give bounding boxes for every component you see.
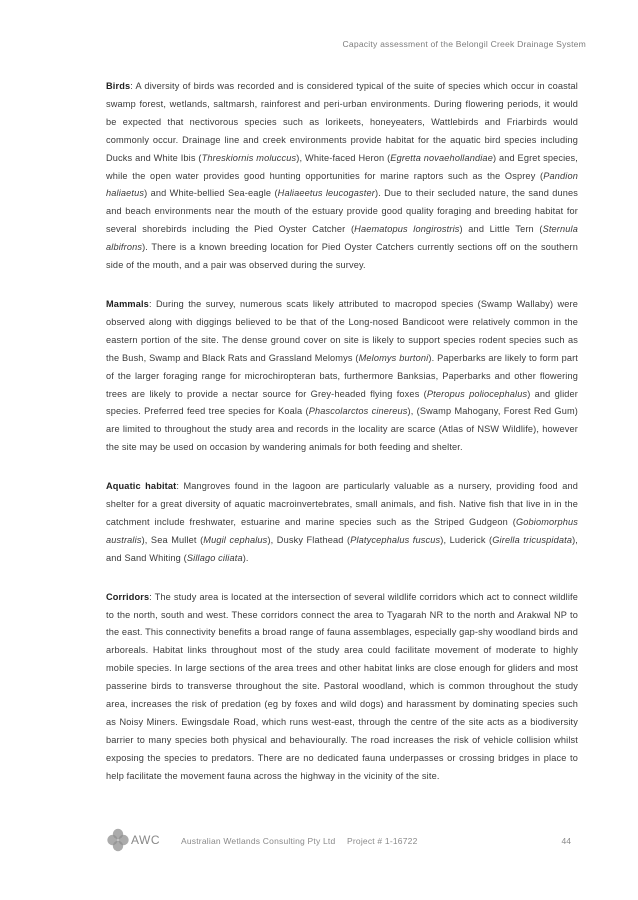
text: : During the survey, numerous scats likely attributed to macropod species (Swamp Wallaby) were observed along with diggings believed to be that of the Long-nosed Bandicoot were relatively common in the eastern portion of the site. The dense ground cover on site is likely to support species rodent species such as the Bush, Swamp and Black Rats and Grassland Melomys ( (106, 298, 578, 363)
species-name: Pandion haliaetus (106, 170, 578, 199)
text: ), and Sand Whiting ( (106, 534, 579, 563)
heading-corridors: Corridors (106, 591, 150, 602)
species-name: Haematopus longirostris (354, 224, 460, 235)
page-body (106, 78, 578, 807)
species-name: Gobiomorphus australis (106, 516, 578, 545)
text: ). Due to their secluded nature, the sand dunes and beach environments near the mouth of the estuary provide good quality foraging and breeding habitat for several shorebirds including the Pied Oyster Catcher ( (106, 188, 578, 235)
heading-mammals: Mammals (106, 298, 149, 309)
text: ). There is a known breeding location for Pied Oyster Catchers currently sections off on the southern side of the mouth, and a pair was observed during the survey. (106, 242, 578, 271)
company-name: Australian Wetlands Consulting Pty Ltd (181, 836, 336, 846)
species-name: Haliaeetus leucogaster (277, 188, 375, 199)
text: ) and Egret species, while the open water provides good hunting opportunities for marine raptors such as the Osprey ( (106, 152, 578, 181)
species-name: Egretta novaehollandiae (390, 152, 493, 163)
text: ), Luderick ( (440, 534, 493, 545)
species-name: Sillago ciliata (186, 552, 243, 563)
species-name: Pteropus poliocephalus (426, 388, 528, 399)
species-name: Sternula albifrons (106, 224, 578, 253)
page-number: 44 (561, 836, 571, 846)
text: ). Paperbarks are likely to form part of the larger foraging range for microchiropteran bats, furthermore Banksias, Paperbarks and other flowering trees are likely to provide a nectar source for Grey-headed flying foxes ( (106, 352, 578, 399)
text: : A diversity of birds was recorded and is considered typical of the suite of species which occur in coastal swamp forest, wetlands, saltmarsh, rainforest and peri-urban environments. During flowering periods, it would be expected that nectivorous species such as lorikeets, honeyeaters, Wattlebirds and Friarbirds would commonly occur. Drainage line and creek environments provide habitat for the aquatic bird species including Ducks and White Ibis ( (106, 81, 578, 163)
heading-birds: Birds (106, 81, 131, 91)
paragraph-aquatic-habitat (106, 478, 578, 568)
paragraph-mammals (106, 296, 578, 457)
species-name: Phascolarctos cinereus (308, 406, 408, 417)
paragraph-corridors (106, 589, 578, 786)
text: : The study area is located at the intersection of several wildlife corridors which act to connect wildlife to the north, south and west. These corridors connect the area to Tyagarah NR to the north and Arakwal NP to the east. This connectivity benefits a broad range of fauna assemblages, especially gap-shy woodland birds and arboreals. Habitat links throughout most of the study area could facilitate movement of moderate to highly mobile species. In large sections of the area trees and other habitat links are close enough for gliders and most passerine birds to transverse throughout the site. Pastoral woodland, which is common throughout the study area, increases the risk of predation (eg by foxes and wild dogs) and harassment by dominating species such as Noisy Miners. Ewingsdale Road, which runs west-east, through the centre of the site acts as a biodiversity barrier to many species both physical and behaviourally. The road increases the risk of vehicle collision whilst exposing the species to predators. There are no dedicated fauna underpasses or crossing bridges in place to help facilitate the movement fauna across the highway in the vicinity of the site. (106, 591, 578, 781)
text: ). (242, 552, 249, 563)
paragraph-birds (106, 78, 578, 275)
species-name: Threskiornis moluccus (201, 152, 297, 163)
species-name: Platycephalus fuscus (350, 534, 441, 545)
logo-wordmark: AWC (131, 833, 161, 847)
heading-aquatic-habitat: Aquatic habitat (106, 481, 177, 492)
text: ) and glider species. Preferred feed tree species for Koala ( (106, 388, 578, 417)
text: : Mangroves found in the lagoon are particularly valuable as a nursery, providing food and shelter for a great diversity of aquatic macroinvertebrates, small animals, and fish. Native fish that live in in the catchment include freshwater, estuarine and marine species such as the Striped Gudgeon ( (106, 481, 578, 527)
text: ) and Little Tern ( (459, 224, 543, 235)
text: ), White-faced Heron ( (296, 152, 391, 163)
page-footer (107, 828, 579, 854)
text: ), Dusky Flathead ( (267, 534, 351, 545)
text: ) and White-bellied Sea-eagle ( (144, 188, 278, 199)
text: ), Sea Mullet ( (141, 534, 204, 545)
running-header: Capacity assessment of the Belongil Creek Drainage System (342, 39, 586, 49)
awc-logo-icon (107, 828, 129, 852)
species-name: Girella tricuspidata (492, 534, 573, 545)
species-name: Mugil cephalus (203, 534, 268, 545)
text: ), (Swamp Mahogany, Forest Red Gum) are limited to throughout the study area and records in the locality are scarce (Atlas of NSW Wildlife), however the site may be used on occasion by wandering animals for both feeding and shelter. (106, 406, 578, 453)
project-number: Project # 1-16722 (347, 836, 418, 846)
species-name: Melomys burtoni (358, 352, 429, 363)
